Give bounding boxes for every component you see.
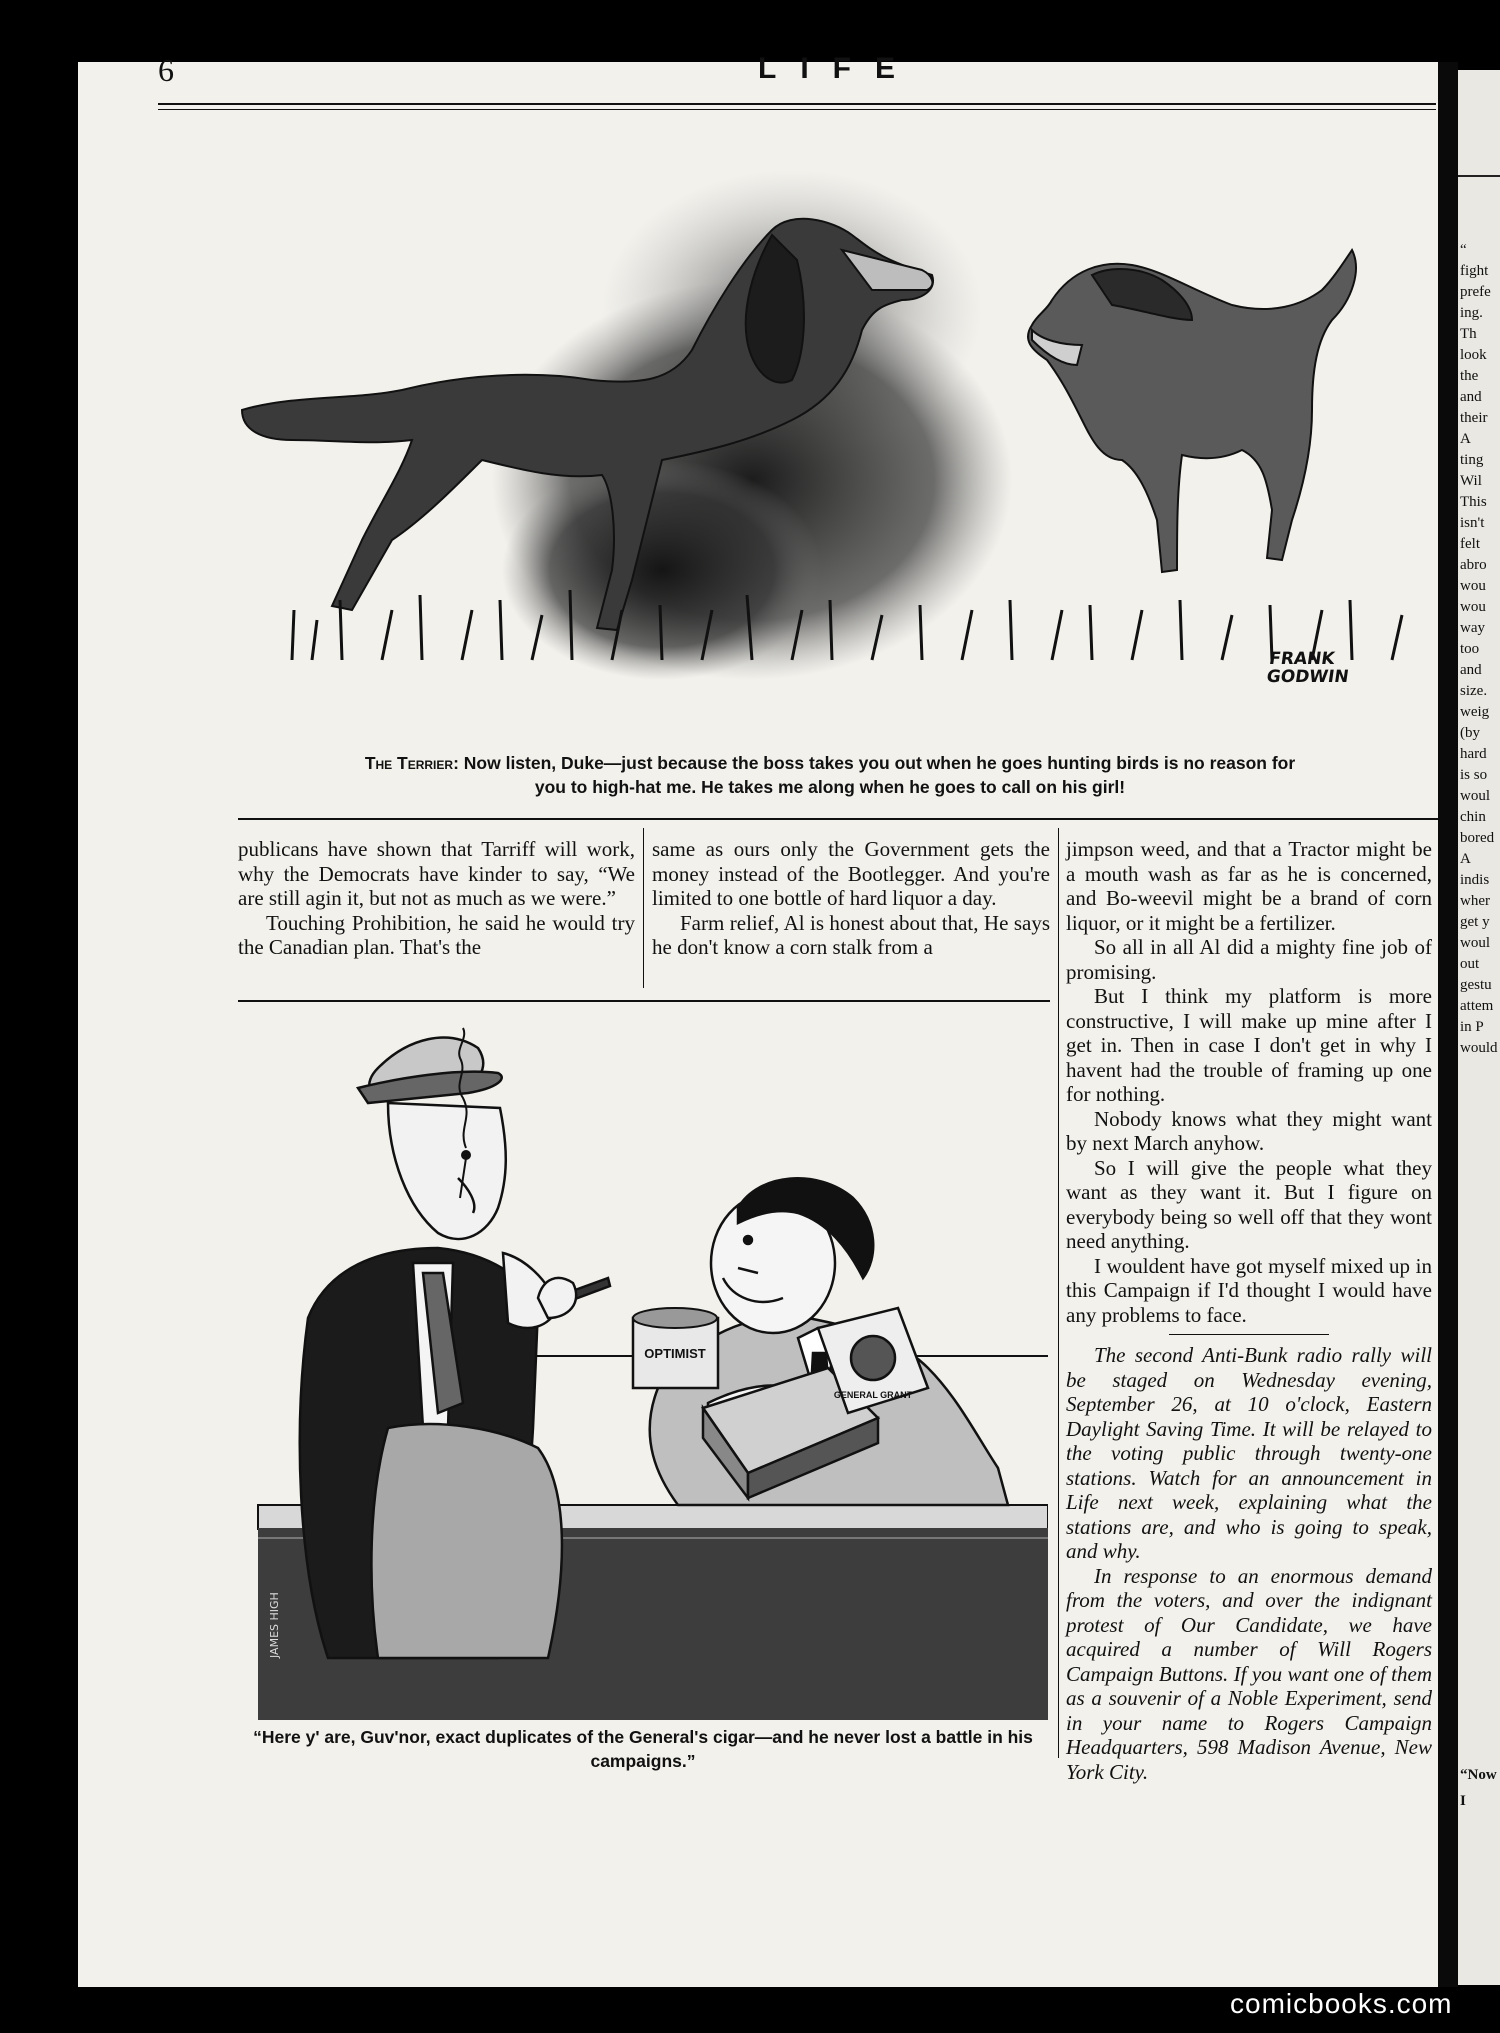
adjacent-page-text: ting: [1460, 452, 1484, 468]
notice-rule: [1169, 1334, 1329, 1335]
adjacent-page-text: get y: [1460, 914, 1490, 930]
adjacent-page-text: wher: [1460, 893, 1490, 909]
adjacent-page-text: A: [1460, 851, 1471, 867]
adjacent-page-text: fight: [1460, 263, 1489, 279]
section-rule: [238, 1000, 1050, 1002]
adjacent-page-text: ing.: [1460, 305, 1483, 321]
adjacent-page-text: isn't: [1460, 515, 1485, 531]
adjacent-page-text: bored: [1460, 830, 1495, 846]
caption-speaker: The Terrier:: [364, 753, 459, 773]
magazine-title: LIFE: [758, 52, 919, 85]
column-divider: [643, 828, 644, 988]
header-rule-thin: [158, 109, 1436, 110]
adjacent-page-text: would: [1460, 1040, 1498, 1056]
adjacent-page-caption: “Now: [1460, 1767, 1497, 1783]
adjacent-page-text: wou: [1460, 599, 1486, 615]
adjacent-page-text: out: [1460, 956, 1480, 972]
adjacent-page-text: indis: [1460, 872, 1490, 888]
box-label: GENERAL GRANT: [833, 1390, 913, 1400]
article-paragraph: Farm relief, Al is honest about that, He says he don't know a corn stalk from a: [652, 910, 1050, 959]
article-paragraph: So I will give the people what they want as they want it. But I figure on everybody being so well off that they wont need anything.: [1066, 1155, 1432, 1253]
article-paragraph: jimpson weed, and that a Tractor might be a mouth wash as far as he is concerned, and Bo-weevil might be a brand of corn liquor, or it might be a fertilizer.: [1066, 837, 1432, 935]
caption-text: Now listen, Duke—just because the boss takes you out when he goes hunting birds is no reason for you to high-hat me. He takes me along when he goes to call on his girl!: [463, 753, 1296, 797]
page-header: [158, 52, 1436, 100]
column-divider: [1058, 828, 1059, 1758]
adjacent-page-text: size.: [1460, 683, 1488, 699]
adjacent-page-text: is so: [1460, 767, 1488, 783]
top-cartoon-caption: [360, 751, 1300, 799]
cartoonist-signature: JAMES HIGH: [268, 1592, 281, 1658]
adjacent-page-text: and: [1460, 389, 1482, 405]
adjacent-page-text: “: [1460, 242, 1467, 258]
adjacent-page-text: A: [1460, 431, 1471, 447]
article-paragraph: publicans have shown that Tarriff will work, why the Democrats have kinder to say, “We are still agin it, but not as much as we were.”: [238, 837, 635, 910]
adjacent-page-text: weig: [1460, 704, 1490, 720]
page-number: 6: [158, 52, 174, 88]
article-paragraph: Nobody knows what they might want by next March anyhow.: [1066, 1106, 1432, 1155]
section-rule: [238, 818, 1438, 820]
article-column-2: [652, 837, 1050, 960]
terrier-dog: [1028, 250, 1356, 572]
article-column-1: [238, 837, 635, 960]
adjacent-page-rule: [1458, 175, 1500, 177]
adjacent-page-text: wou: [1460, 578, 1486, 594]
site-watermark: comicbooks.com: [1230, 1988, 1453, 2019]
adjacent-page-text: gestu: [1460, 977, 1492, 993]
notice-paragraph: In response to an enormous demand from the voters, and over the indignant protest of Our Candidate, we have acquired a number of Will Rogers Campaign Buttons. If you want one of them as a souvenir of a Noble Experiment, send in your name to Rogers Campaign Headquarters, 598 Madison Avenue, New York City.: [1066, 1563, 1432, 1784]
adjacent-page-text: look: [1460, 347, 1487, 363]
adjacent-page-text: felt: [1460, 536, 1480, 552]
adjacent-page-text: their: [1460, 410, 1488, 426]
notice-paragraph: The second Anti-Bunk radio rally will be staged on Wednesday evening, September 26, at 10 o'clock, Eastern Daylight Saving Time. It will be relayed to the voting public through twenty-one stations. Watch for an announcement in Life next week, explaining what the stations are, and who is going to speak, and why.: [1066, 1343, 1432, 1563]
adjacent-page-text: way: [1460, 620, 1485, 636]
tobacco-tin: [633, 1308, 718, 1388]
article-paragraph: But I think my platform is more constructive, I will make up mine after I get in. Then in case I don't get in why I havent had the trouble of framing up one for nothing.: [1066, 984, 1432, 1106]
article-column-3: [1066, 837, 1432, 1784]
signature-line: FRANK: [1267, 649, 1336, 669]
dogs-illustration: [232, 140, 1442, 745]
article-paragraph: So all in all Al did a mighty fine job of promising.: [1066, 935, 1432, 984]
adjacent-page-text: too: [1460, 641, 1480, 657]
adjacent-page-caption: I: [1460, 1793, 1466, 1809]
bottom-cartoon-caption: “Here y' are, Guv'nor, exact duplicates of the General's cigar—and he never lost a battle in his campaigns.”: [253, 1727, 1033, 1771]
adjacent-page-text: woul: [1460, 788, 1490, 804]
article-paragraph: I wouldent have got myself mixed up in this Campaign if I'd thought I would have any problems to face.: [1066, 1253, 1432, 1327]
adjacent-page-text: abro: [1460, 557, 1487, 573]
adjacent-page-fragment: [1458, 70, 1500, 1985]
cigar-shop-illustration: [238, 1008, 1048, 1720]
header-rule: [158, 103, 1436, 105]
adjacent-page-text: (by: [1460, 725, 1480, 741]
tin-label: OPTIMIST: [644, 1346, 706, 1361]
adjacent-page-text: the: [1460, 368, 1479, 384]
illustrator-signature: [1265, 650, 1352, 686]
adjacent-page-text: and: [1460, 662, 1482, 678]
adjacent-page-text: prefe: [1460, 284, 1491, 300]
article-paragraph: same as ours only the Government gets the money instead of the Bootlegger. And you're limited to one bottle of hard liquor a day.: [652, 837, 1050, 910]
adjacent-page-text: hard: [1460, 746, 1487, 762]
adjacent-page-text: chin: [1460, 809, 1486, 825]
adjacent-page-text: Wil: [1460, 473, 1482, 489]
adjacent-page-text: attem: [1460, 998, 1494, 1014]
adjacent-page-text: This: [1460, 494, 1487, 510]
signature-line: GODWIN: [1265, 667, 1350, 687]
adjacent-page-text: in P: [1460, 1019, 1484, 1035]
article-paragraph: Touching Prohibition, he said he would try the Canadian plan. That's the: [238, 910, 635, 959]
adjacent-page-text: woul: [1460, 935, 1490, 951]
adjacent-page-text: Th: [1460, 326, 1477, 342]
